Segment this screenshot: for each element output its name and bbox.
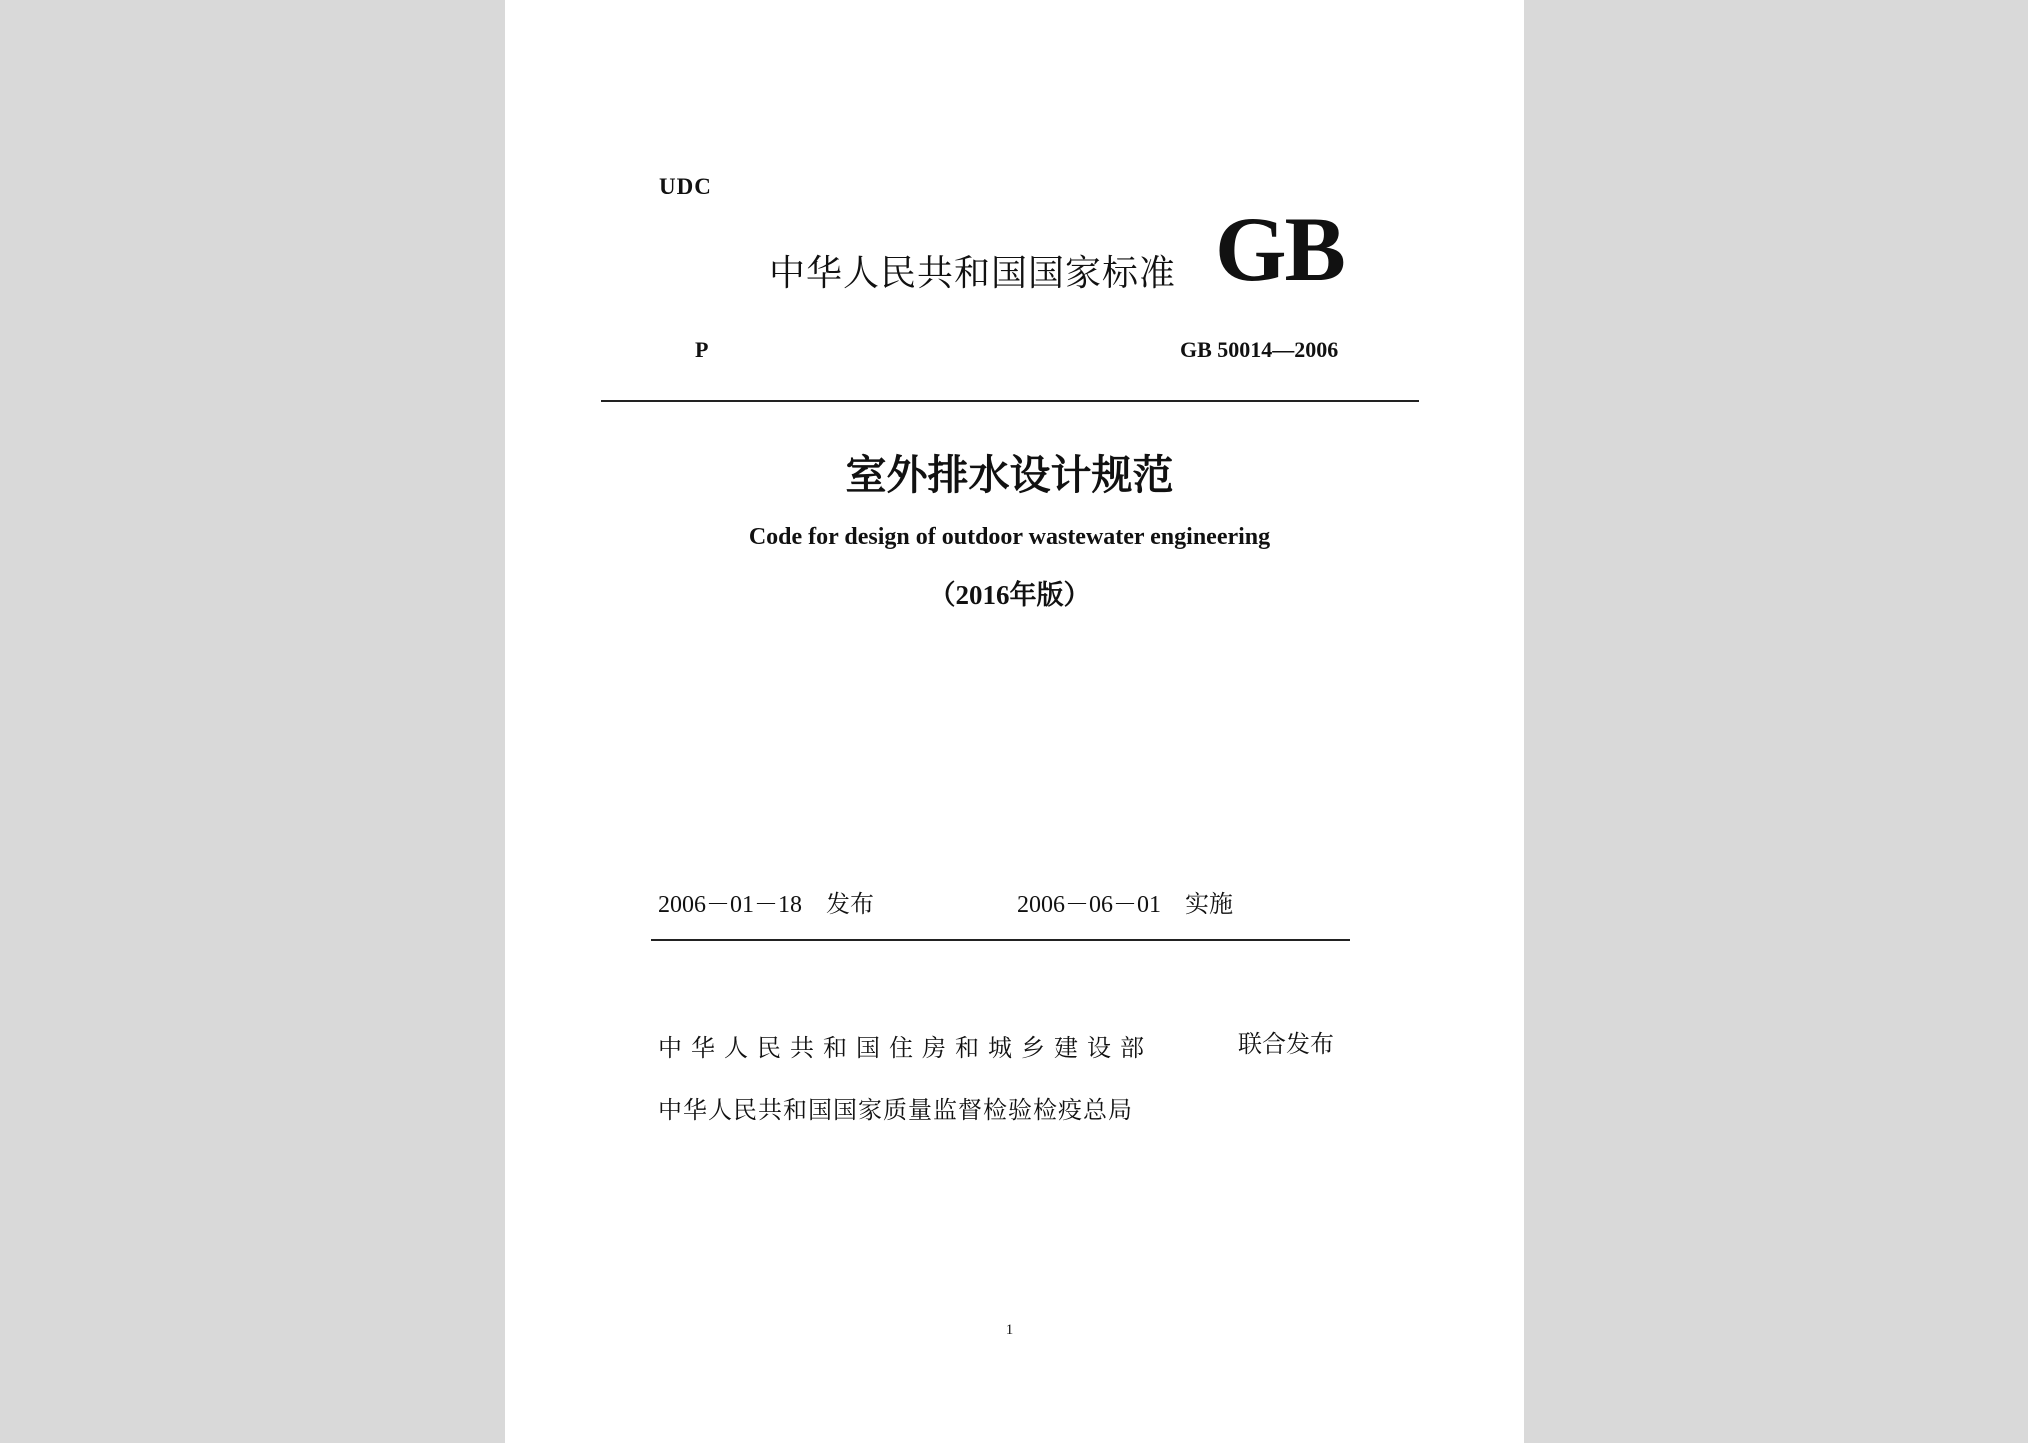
- issuer-ministry: 中华人民共和国住房和城乡建设部: [658, 1034, 1153, 1062]
- edition-label: （2016年版）: [928, 580, 1091, 610]
- date-divider: [651, 939, 1350, 941]
- document-title-en: Code for design of outdoor wastewater engineering: [748, 524, 1271, 550]
- national-standard-title: 中华人民共和国国家标准: [769, 253, 1177, 294]
- effective-date: 2006－06－01 实施: [1017, 892, 1233, 918]
- standard-number: GB 50014—2006: [1180, 337, 1339, 362]
- gb-logo: GB: [1215, 198, 1344, 300]
- header-divider: [601, 400, 1419, 402]
- classification-code: P: [695, 337, 709, 362]
- joint-release-label: 联合发布: [1238, 1030, 1334, 1058]
- udc-label: UDC: [659, 174, 712, 199]
- document-title-cn: 室外排水设计规范: [845, 452, 1174, 498]
- issue-date: 2006－01－18 发布: [658, 892, 874, 918]
- issuer-aqsiq: 中华人民共和国国家质量监督检验检疫总局: [658, 1096, 1133, 1124]
- page-number: 1: [1005, 1322, 1014, 1338]
- document-page: [505, 0, 1524, 1443]
